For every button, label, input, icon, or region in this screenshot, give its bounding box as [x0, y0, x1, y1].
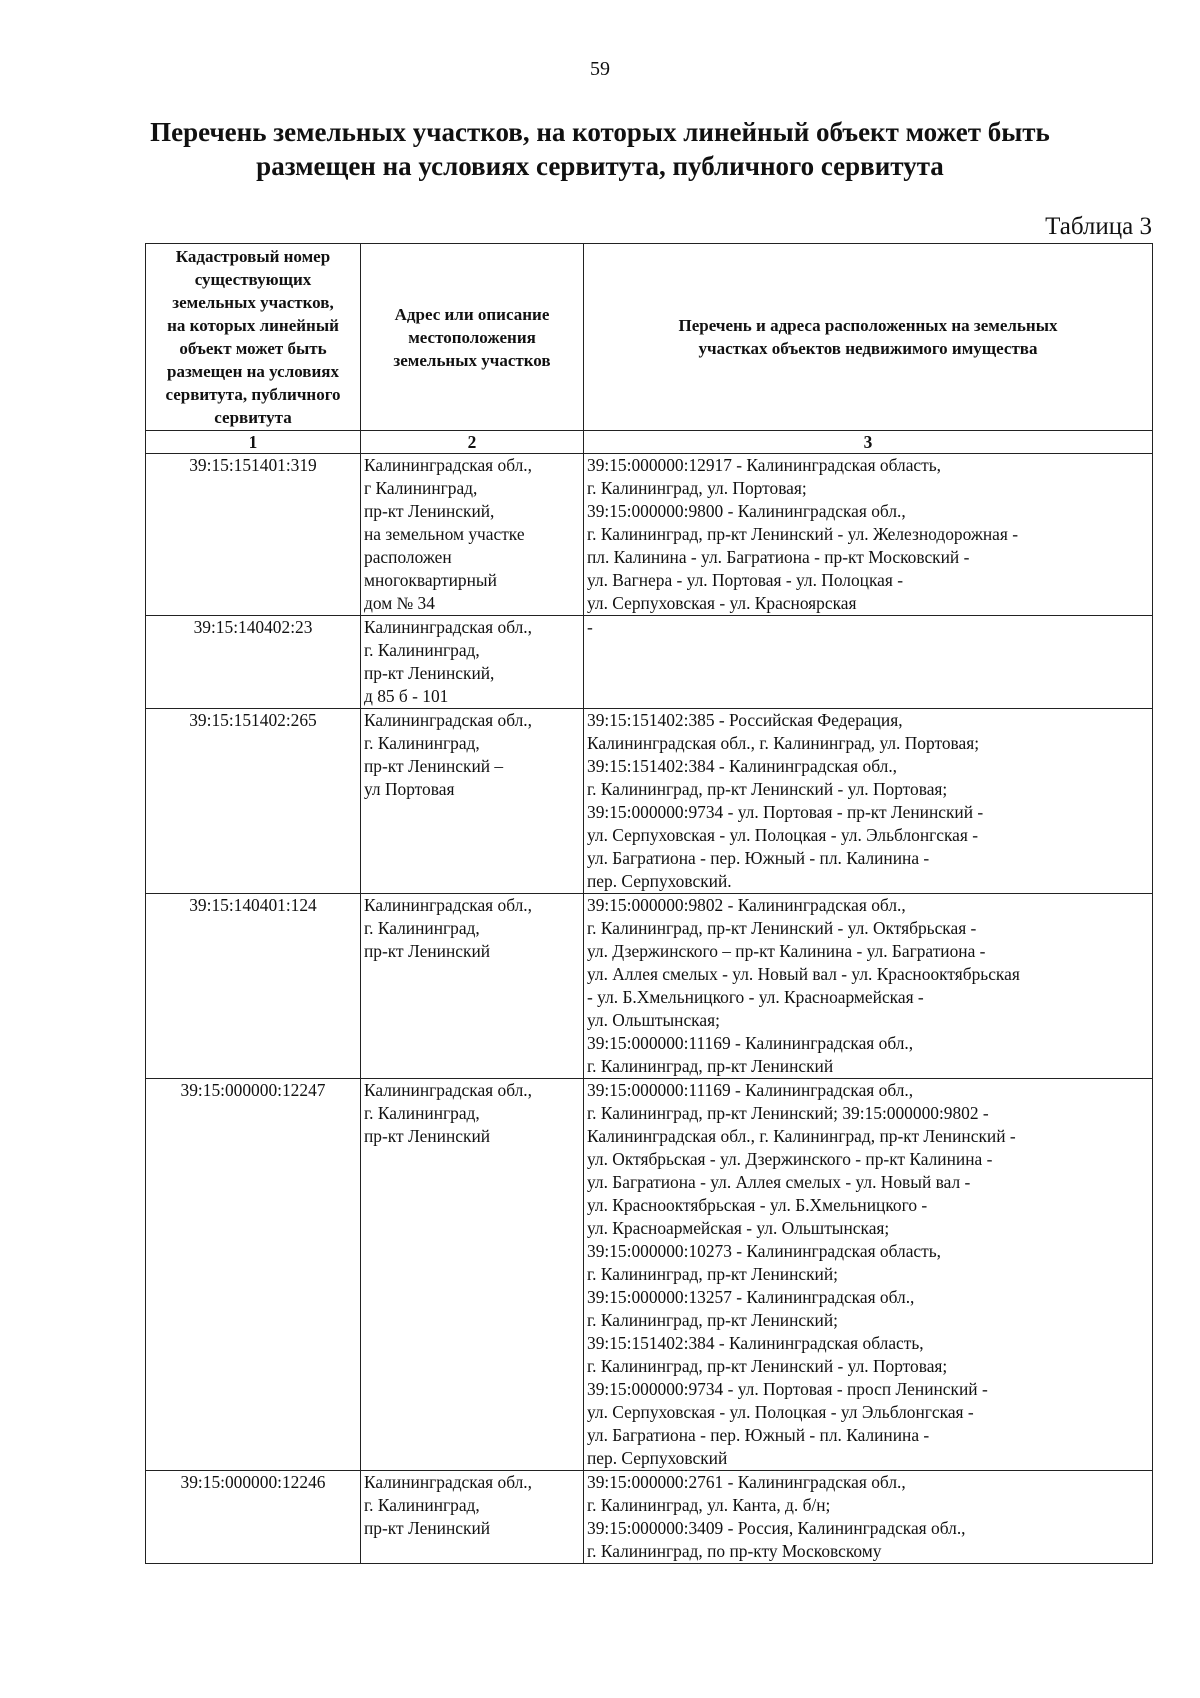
object-line: ул. Октябрьская - ул. Дзержинского - пр-кт Калинина -	[587, 1149, 993, 1169]
header-line: Адрес или описание	[394, 304, 550, 324]
address-line: Калининградская обл.,	[364, 895, 532, 915]
address-line: Калининградская обл.,	[364, 1472, 532, 1492]
address-line: г. Калининград,	[364, 640, 480, 660]
address-cell	[361, 616, 584, 709]
objects-cell	[584, 616, 1153, 709]
cadastral-number: 39:15:151401:319	[146, 454, 361, 616]
header-line: земельных участков	[393, 350, 551, 370]
column-number: 2	[361, 431, 584, 454]
document-title	[130, 115, 1070, 183]
table-row	[146, 709, 1153, 894]
table-row	[146, 894, 1153, 1079]
cadastral-number: 39:15:000000:12246	[146, 1471, 361, 1564]
address-cell	[361, 709, 584, 894]
object-line: 39:15:000000:2761 - Калининградская обл.,	[587, 1472, 906, 1492]
address-line: г Калининград,	[364, 478, 478, 498]
table-header-row	[146, 244, 1153, 431]
address-line: на земельном участке	[364, 524, 525, 544]
address-line: г. Калининград,	[364, 918, 480, 938]
object-line: пер. Серпуховский.	[587, 871, 732, 891]
object-line: г. Калининград, пр-кт Ленинский - ул. Железнодорожная -	[587, 524, 1019, 544]
header-line: сервитута	[214, 408, 292, 427]
object-line: ул. Багратиона - ул. Аллея смелых - ул. Новый вал -	[587, 1172, 971, 1192]
object-line: 39:15:000000:9800 - Калининградская обл.,	[587, 501, 906, 521]
address-line: пр-кт Ленинский	[364, 1518, 491, 1538]
table-row	[146, 1471, 1153, 1564]
object-line: ул. Красноармейская - ул. Ольштынская;	[587, 1218, 890, 1238]
header-line: Кадастровый номер	[175, 247, 331, 266]
object-line: г. Калининград, пр-кт Ленинский; 39:15:000000:9802 -	[587, 1103, 989, 1123]
address-cell	[361, 894, 584, 1079]
object-line: 39:15:000000:11169 - Калининградская обл.,	[587, 1033, 914, 1053]
header-line: сервитута, публичного	[165, 385, 341, 404]
object-line: г. Калининград, пр-кт Ленинский - ул. Портовая;	[587, 1356, 948, 1376]
address-line: пр-кт Ленинский	[364, 941, 491, 961]
object-line: 39:15:151402:384 - Калининградская область,	[587, 1333, 924, 1353]
address-cell	[361, 454, 584, 616]
address-line: пр-кт Ленинский,	[364, 663, 495, 683]
address-line: г. Калининград,	[364, 1103, 480, 1123]
address-line: Калининградская обл.,	[364, 1080, 532, 1100]
object-line: Калининградская обл., г. Калининград, ул. Портовая;	[587, 733, 980, 753]
header-line: размещен на условиях	[167, 362, 339, 381]
object-line: 39:15:000000:11169 - Калининградская обл.,	[587, 1080, 914, 1100]
object-line: ул. Серпуховская - ул. Красноярская	[587, 593, 857, 613]
address-line: Калининградская обл.,	[364, 710, 532, 730]
column-number-row	[146, 431, 1153, 454]
object-line: 39:15:151402:384 - Калининградская обл.,	[587, 756, 898, 776]
address-line: Калининградская обл.,	[364, 617, 532, 637]
object-line: ул. Вагнера - ул. Портовая - ул. Полоцкая -	[587, 570, 904, 590]
table-row	[146, 454, 1153, 616]
object-line: 39:15:000000:12917 - Калининградская область,	[587, 455, 942, 475]
object-line: ул. Багратиона - пер. Южный - пл. Калинина -	[587, 1425, 930, 1445]
header-line: объект может быть	[179, 339, 327, 358]
objects-cell	[584, 454, 1153, 616]
cadastral-number: 39:15:140401:124	[146, 894, 361, 1079]
address-cell	[361, 1079, 584, 1471]
object-line: ул. Ольштынская;	[587, 1010, 720, 1030]
page-number: 59	[590, 58, 610, 80]
cadastral-number: 39:15:140402:23	[146, 616, 361, 709]
object-line: Калининградская обл., г. Калининград, пр-кт Ленинский -	[587, 1126, 1016, 1146]
object-line: г. Калининград, пр-кт Ленинский - ул. Портовая;	[587, 779, 948, 799]
header-cadastral-number	[146, 244, 361, 431]
cadastral-number: 39:15:151402:265	[146, 709, 361, 894]
object-line: ул. Аллея смелых - ул. Новый вал - ул. Краснооктябрьская	[587, 964, 1020, 984]
object-line: г. Калининград, пр-кт Ленинский	[587, 1056, 834, 1076]
header-line: на которых линейный	[167, 316, 339, 335]
object-line: 39:15:000000:3409 - Россия, Калининградская обл.,	[587, 1518, 966, 1538]
object-line: 39:15:000000:10273 - Калининградская область,	[587, 1241, 942, 1261]
address-line: многоквартирный	[364, 570, 497, 590]
object-line: г. Калининград, ул. Канта, д. б/н;	[587, 1495, 831, 1515]
header-line: земельных участков,	[172, 293, 334, 312]
object-line: г. Калининград, по пр-кту Московскому	[587, 1541, 882, 1561]
address-line: г. Калининград,	[364, 733, 480, 753]
table-row	[146, 616, 1153, 709]
column-number: 1	[146, 431, 361, 454]
address-line: г. Калининград,	[364, 1495, 480, 1515]
address-line: расположен	[364, 547, 452, 567]
object-line: ул. Серпуховская - ул. Полоцкая - ул. Эльблонгская -	[587, 825, 979, 845]
table-caption: Таблица 3	[1045, 213, 1152, 240]
address-line: пр-кт Ленинский,	[364, 501, 495, 521]
object-line: - ул. Б.Хмельницкого - ул. Красноармейская -	[587, 987, 924, 1007]
address-line: дом № 34	[364, 593, 435, 613]
address-line: д 85 б - 101	[364, 686, 449, 706]
title-line-1: Перечень земельных участков, на которых линейный объект может быть	[150, 117, 1050, 147]
header-line: местоположения	[408, 327, 536, 347]
title-line-2: размещен на условиях сервитута, публичного сервитута	[256, 151, 944, 181]
header-objects	[584, 244, 1153, 431]
object-line: г. Калининград, ул. Портовая;	[587, 478, 807, 498]
objects-cell	[584, 1079, 1153, 1471]
object-line: ул. Багратиона - пер. Южный - пл. Калинина -	[587, 848, 930, 868]
object-line: 39:15:151402:385 - Российская Федерация,	[587, 710, 903, 730]
objects-cell	[584, 1471, 1153, 1564]
object-line: г. Калининград, пр-кт Ленинский;	[587, 1310, 838, 1330]
cadastral-number: 39:15:000000:12247	[146, 1079, 361, 1471]
header-line: существующих	[194, 270, 312, 289]
object-line: ул. Дзержинского – пр-кт Калинина - ул. Багратиона -	[587, 941, 986, 961]
address-line: пр-кт Ленинский	[364, 1126, 491, 1146]
parcels-table	[145, 243, 1153, 1564]
object-line: пер. Серпуховский	[587, 1448, 728, 1468]
object-line: ул. Краснооктябрьская - ул. Б.Хмельницкого -	[587, 1195, 928, 1215]
header-address	[361, 244, 584, 431]
object-line: ул. Серпуховская - ул. Полоцкая - ул Эльблонгская -	[587, 1402, 974, 1422]
object-line: пл. Калинина - ул. Багратиона - пр-кт Московский -	[587, 547, 970, 567]
address-line: пр-кт Ленинский –	[364, 756, 504, 776]
address-line: Калининградская обл.,	[364, 455, 532, 475]
object-line: -	[587, 617, 593, 637]
object-line: 39:15:000000:9734 - ул. Портовая - пр-кт Ленинский -	[587, 802, 984, 822]
objects-cell	[584, 894, 1153, 1079]
object-line: 39:15:000000:9734 - ул. Портовая - просп Ленинский -	[587, 1379, 988, 1399]
table-row	[146, 1079, 1153, 1471]
object-line: г. Калининград, пр-кт Ленинский - ул. Октябрьская -	[587, 918, 977, 938]
object-line: г. Калининград, пр-кт Ленинский;	[587, 1264, 838, 1284]
objects-cell	[584, 709, 1153, 894]
column-number: 3	[584, 431, 1153, 454]
header-line: Перечень и адреса расположенных на земельных	[678, 316, 1058, 335]
object-line: 39:15:000000:13257 - Калининградская обл.,	[587, 1287, 915, 1307]
header-line: участках объектов недвижимого имущества	[698, 339, 1038, 358]
object-line: 39:15:000000:9802 - Калининградская обл.,	[587, 895, 906, 915]
address-line: ул Портовая	[364, 779, 455, 799]
address-cell	[361, 1471, 584, 1564]
